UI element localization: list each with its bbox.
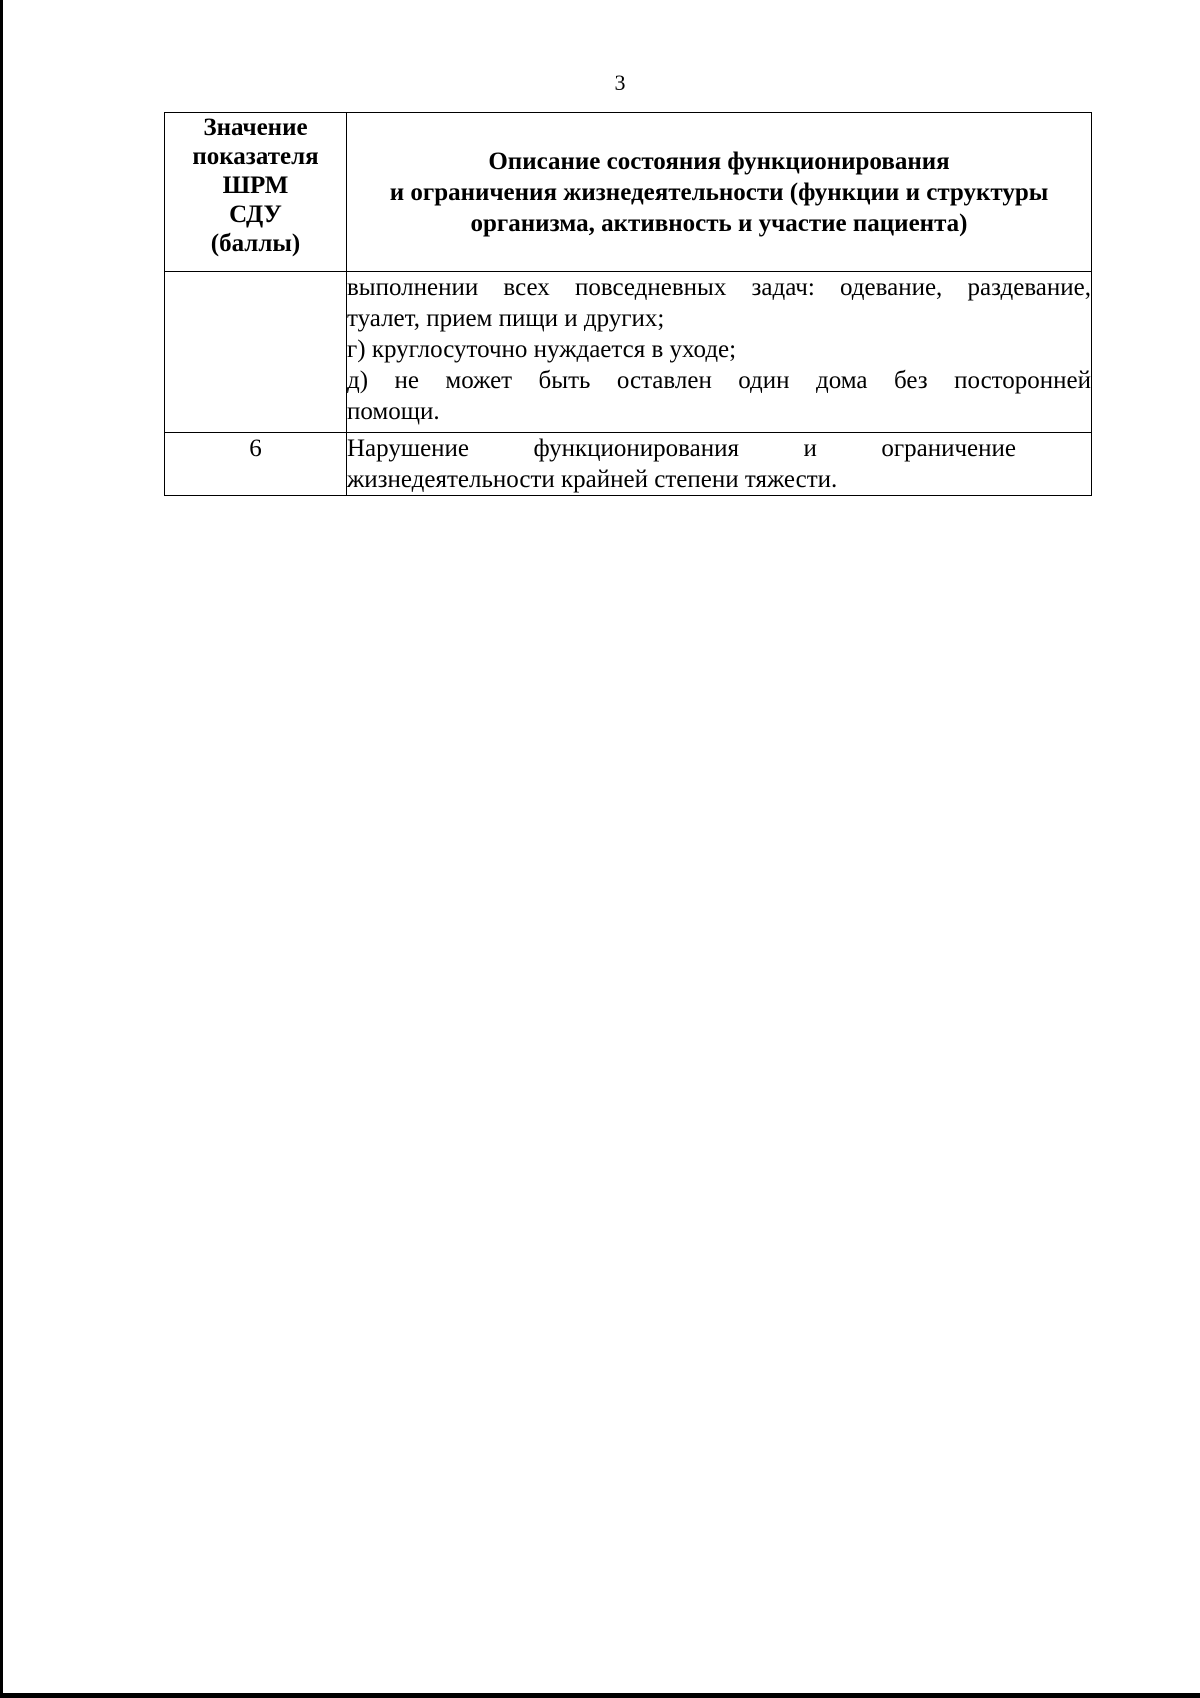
description-line: выполнении всех повседневных задач: одевание, раздевание, bbox=[347, 274, 1091, 301]
table-header-row bbox=[165, 113, 1092, 272]
description-line: помощи. bbox=[347, 398, 440, 425]
scan-edge-left bbox=[0, 0, 3, 1698]
header-score-column bbox=[165, 113, 347, 272]
header-description-column bbox=[347, 113, 1092, 272]
description-cell bbox=[347, 433, 1092, 496]
page-number: 3 bbox=[614, 70, 626, 95]
header-col2-line: и ограничения жизнедеятельности (функции и структуры bbox=[389, 178, 1049, 206]
score-cell bbox=[165, 272, 347, 433]
table-row bbox=[165, 433, 1092, 496]
description-line: туалет, прием пищи и других; bbox=[347, 305, 665, 332]
header-col1-line: Значение bbox=[203, 114, 308, 141]
header-col1-line: ШРМ bbox=[222, 172, 289, 199]
header-col1-line: показателя bbox=[192, 143, 319, 170]
scan-edge-bottom bbox=[0, 1693, 1200, 1698]
header-col2-line: Описание состояния функционирования bbox=[488, 147, 950, 175]
header-col1-line: (баллы) bbox=[210, 230, 301, 257]
table-row bbox=[165, 272, 1092, 433]
description-line: д) не может быть оставлен один дома без посторонней bbox=[347, 367, 1091, 394]
description-line: жизнедеятельности крайней степени тяжести. bbox=[347, 466, 838, 493]
description-cell bbox=[347, 272, 1092, 433]
assessment-table bbox=[164, 112, 1092, 496]
header-col1-line: СДУ bbox=[229, 201, 282, 228]
description-line: Нарушение функционирования и ограничение bbox=[347, 435, 1016, 462]
description-line: г) круглосуточно нуждается в уходе; bbox=[347, 336, 737, 363]
header-col2-line: организма, активность и участие пациента) bbox=[470, 209, 968, 237]
score-cell: 6 bbox=[165, 433, 347, 496]
